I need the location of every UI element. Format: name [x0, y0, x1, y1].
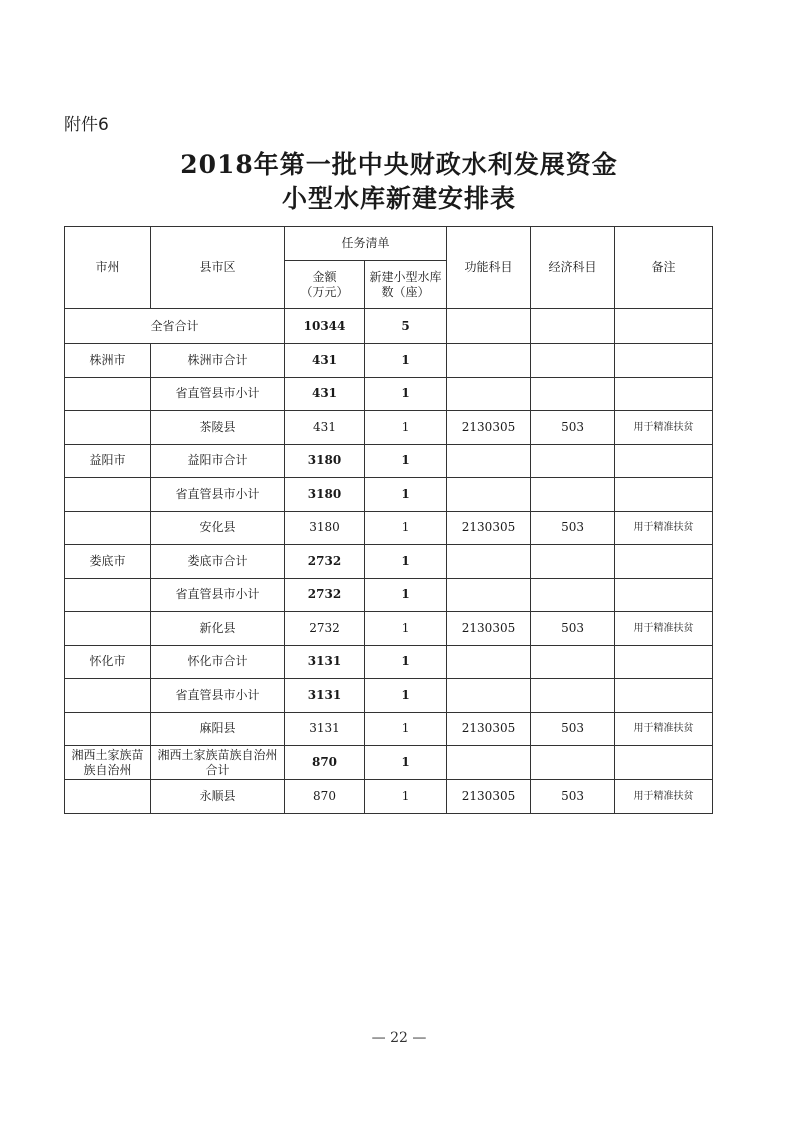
header-amount-line2: （万元）: [300, 284, 349, 299]
header-econ-subject: 经济科目: [531, 227, 615, 309]
cell-econ-subject: 503: [531, 612, 615, 646]
total-econ: [531, 309, 615, 344]
cell-count: 1: [365, 746, 447, 780]
cell-func-subject: [447, 478, 531, 512]
cell-city: 湘西土家族苗族自治州: [65, 746, 151, 780]
cell-city: [65, 411, 151, 445]
cell-county: 省直管县市小计: [151, 377, 285, 411]
total-func: [447, 309, 531, 344]
cell-econ-subject: [531, 444, 615, 478]
cell-county: 麻阳县: [151, 712, 285, 746]
cell-city: 株洲市: [65, 344, 151, 378]
cell-amount: 3131: [285, 679, 365, 713]
cell-func-subject: 2130305: [447, 780, 531, 814]
document-title-line2: 小型水库新建安排表: [281, 184, 516, 213]
cell-amount: 3131: [285, 645, 365, 679]
cell-remark: 用于精准扶贫: [615, 712, 713, 746]
table-row: [65, 411, 713, 445]
cell-remark: 用于精准扶贫: [615, 511, 713, 545]
cell-county: 株洲市合计: [151, 344, 285, 378]
cell-econ-subject: [531, 344, 615, 378]
cell-func-subject: [447, 545, 531, 579]
cell-city: [65, 780, 151, 814]
table-row: [65, 578, 713, 612]
header-count: [365, 261, 447, 309]
cell-amount: 870: [285, 780, 365, 814]
cell-func-subject: 2130305: [447, 712, 531, 746]
cell-econ-subject: [531, 645, 615, 679]
cell-amount: 431: [285, 377, 365, 411]
cell-amount: 2732: [285, 545, 365, 579]
header-count-line2: 数（座）: [381, 284, 430, 299]
total-label: 全省合计: [65, 309, 285, 344]
cell-count: 1: [365, 780, 447, 814]
cell-city: 益阳市: [65, 444, 151, 478]
cell-func-subject: [447, 746, 531, 780]
cell-remark: [615, 377, 713, 411]
allocation-table: [64, 226, 713, 814]
cell-econ-subject: 503: [531, 511, 615, 545]
page-number: — 22 —: [371, 1030, 427, 1046]
cell-count: 1: [365, 478, 447, 512]
cell-city: 娄底市: [65, 545, 151, 579]
cell-econ-subject: 503: [531, 411, 615, 445]
cell-count: 1: [365, 344, 447, 378]
header-amount-line1: 金额: [312, 269, 337, 284]
cell-func-subject: [447, 344, 531, 378]
cell-county: 益阳市合计: [151, 444, 285, 478]
table-row: [65, 645, 713, 679]
cell-count: 1: [365, 377, 447, 411]
cell-econ-subject: 503: [531, 780, 615, 814]
table-row: [65, 478, 713, 512]
cell-func-subject: 2130305: [447, 511, 531, 545]
attachment-label: 附件6: [64, 115, 109, 135]
cell-city: [65, 578, 151, 612]
cell-amount: 2732: [285, 578, 365, 612]
cell-city: 怀化市: [65, 645, 151, 679]
cell-econ-subject: [531, 478, 615, 512]
cell-county: 永顺县: [151, 780, 285, 814]
cell-remark: 用于精准扶贫: [615, 411, 713, 445]
table-row: [65, 511, 713, 545]
table-row: [65, 780, 713, 814]
cell-count: 1: [365, 578, 447, 612]
cell-remark: [615, 444, 713, 478]
cell-county: 省直管县市小计: [151, 679, 285, 713]
header-county: 县市区: [151, 227, 285, 309]
cell-func-subject: [447, 679, 531, 713]
total-amount: 10344: [285, 309, 365, 344]
cell-remark: [615, 746, 713, 780]
cell-count: 1: [365, 612, 447, 646]
cell-amount: 431: [285, 411, 365, 445]
cell-func-subject: [447, 578, 531, 612]
cell-econ-subject: [531, 679, 615, 713]
cell-county: 省直管县市小计: [151, 478, 285, 512]
cell-amount: 2732: [285, 612, 365, 646]
cell-func-subject: 2130305: [447, 612, 531, 646]
cell-remark: [615, 679, 713, 713]
cell-econ-subject: [531, 578, 615, 612]
table-row: [65, 612, 713, 646]
cell-func-subject: [447, 444, 531, 478]
header-city: 市州: [65, 227, 151, 309]
cell-count: 1: [365, 645, 447, 679]
table-row: [65, 344, 713, 378]
table-row: [65, 377, 713, 411]
header-count-line1: 新建小型水库: [369, 269, 442, 284]
cell-func-subject: 2130305: [447, 411, 531, 445]
cell-county: 娄底市合计: [151, 545, 285, 579]
cell-econ-subject: [531, 746, 615, 780]
cell-city: [65, 612, 151, 646]
header-row-1: [65, 227, 713, 261]
cell-amount: 3180: [285, 511, 365, 545]
cell-amount: 3180: [285, 478, 365, 512]
cell-amount: 3180: [285, 444, 365, 478]
cell-county: 省直管县市小计: [151, 578, 285, 612]
cell-remark: [615, 545, 713, 579]
cell-amount: 870: [285, 746, 365, 780]
cell-remark: [615, 645, 713, 679]
header-func-subject: 功能科目: [447, 227, 531, 309]
cell-count: 1: [365, 511, 447, 545]
table-row: [65, 746, 713, 780]
cell-remark: [615, 578, 713, 612]
cell-econ-subject: [531, 545, 615, 579]
cell-remark: 用于精准扶贫: [615, 612, 713, 646]
cell-county: 怀化市合计: [151, 645, 285, 679]
cell-county: 湘西土家族苗族自治州合计: [151, 746, 285, 780]
total-count: 5: [365, 309, 447, 344]
table-row: [65, 545, 713, 579]
cell-count: 1: [365, 679, 447, 713]
table-row: [65, 679, 713, 713]
total-remark: [615, 309, 713, 344]
cell-amount: 3131: [285, 712, 365, 746]
cell-count: 1: [365, 444, 447, 478]
cell-func-subject: [447, 645, 531, 679]
cell-count: 1: [365, 712, 447, 746]
cell-city: [65, 679, 151, 713]
cell-func-subject: [447, 377, 531, 411]
header-amount: [285, 261, 365, 309]
cell-amount: 431: [285, 344, 365, 378]
cell-remark: [615, 344, 713, 378]
cell-city: [65, 712, 151, 746]
cell-city: [65, 511, 151, 545]
cell-remark: 用于精准扶贫: [615, 780, 713, 814]
total-row: [65, 309, 713, 344]
cell-count: 1: [365, 545, 447, 579]
cell-county: 茶陵县: [151, 411, 285, 445]
cell-econ-subject: [531, 377, 615, 411]
cell-county: 新化县: [151, 612, 285, 646]
document-title-line1: 2018年第一批中央财政水利发展资金: [180, 150, 618, 179]
header-task-list: 任务清单: [285, 227, 447, 261]
cell-count: 1: [365, 411, 447, 445]
table-row: [65, 712, 713, 746]
cell-city: [65, 478, 151, 512]
cell-econ-subject: 503: [531, 712, 615, 746]
header-remark: 备注: [615, 227, 713, 309]
table-row: [65, 444, 713, 478]
cell-city: [65, 377, 151, 411]
cell-remark: [615, 478, 713, 512]
cell-county: 安化县: [151, 511, 285, 545]
